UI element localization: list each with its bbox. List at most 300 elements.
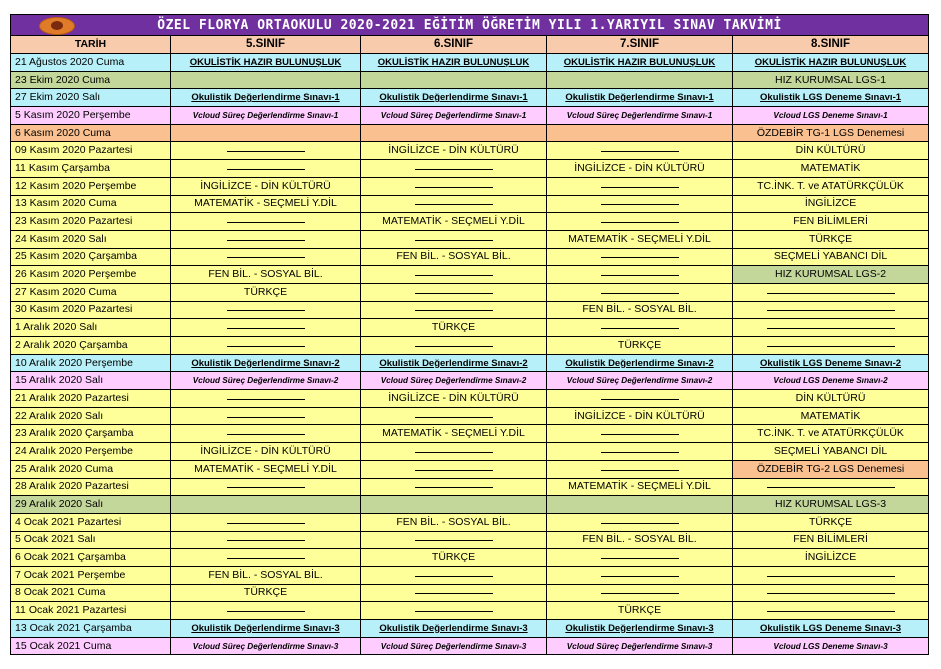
exam-cell-grade-8 [733, 283, 929, 301]
exam-cell-grade-7 [547, 460, 733, 478]
exam-date: 23 Kasım 2020 Pazartesi [11, 213, 171, 231]
table-row [11, 337, 929, 355]
table-row [11, 584, 929, 602]
exam-cell-grade-8 [733, 142, 929, 160]
table-row [11, 248, 929, 266]
empty-line [767, 586, 895, 594]
exam-cell-grade-8 [733, 637, 929, 655]
exam-cell-grade-5 [171, 142, 361, 160]
exam-subject: TÜRKÇE [243, 586, 288, 599]
exam-cell-grade-7 [547, 496, 733, 514]
table-row [11, 107, 929, 125]
exam-date: 5 Kasım 2020 Perşembe [11, 107, 171, 125]
exam-cell-grade-8 [733, 425, 929, 443]
exam-subject: MATEMATİK [800, 409, 861, 422]
empty-line [601, 445, 679, 453]
empty-line [601, 180, 679, 188]
exam-cell-grade-6 [361, 620, 547, 638]
exam-date: 09 Kasım 2020 Pazartesi [11, 142, 171, 160]
exam-subject: FEN BİL. - SOSYAL BİL. [208, 268, 323, 281]
exam-subject: FEN BİL. - SOSYAL BİL. [582, 303, 697, 316]
exam-date: 4 Ocak 2021 Pazartesi [11, 513, 171, 531]
header-grade-8: 8.SINIF [733, 36, 929, 54]
exam-cell-grade-6 [361, 337, 547, 355]
exam-cell-grade-7 [547, 337, 733, 355]
exam-cell-grade-7 [547, 372, 733, 390]
exam-cell-grade-8 [733, 71, 929, 89]
table-row [11, 54, 929, 72]
exam-cell-grade-8 [733, 566, 929, 584]
empty-line [415, 303, 493, 311]
exam-cell-grade-6 [361, 531, 547, 549]
schedule-title: ÖZEL FLORYA ORTAOKULU 2020-2021 EĞİTİM ÖĞRETİM YILI 1.YARIYIL SINAV TAKVİMİ [157, 17, 782, 33]
exam-cell-grade-5 [171, 460, 361, 478]
exam-cell-grade-6 [361, 460, 547, 478]
exam-cell-grade-7 [547, 513, 733, 531]
exam-date: 26 Kasım 2020 Perşembe [11, 266, 171, 284]
exam-cell-grade-5 [171, 407, 361, 425]
table-row [11, 213, 929, 231]
empty-line [227, 392, 305, 400]
header-date: TARİH [11, 36, 171, 54]
exam-cell-grade-5 [171, 478, 361, 496]
exam-cell-grade-7 [547, 54, 733, 72]
exam-date: 6 Ocak 2021 Çarşamba [11, 549, 171, 567]
table-row [11, 124, 929, 142]
exam-date: 23 Aralık 2020 Çarşamba [11, 425, 171, 443]
exam-subject: Vcloud Süreç Değerlendirme Sınavı-3 [192, 641, 339, 651]
empty-line [415, 286, 493, 294]
exam-cell-grade-6 [361, 354, 547, 372]
exam-subject: TÜRKÇE [808, 232, 853, 245]
exam-cell-grade-7 [547, 160, 733, 178]
exam-date: 11 Kasım Çarşamba [11, 160, 171, 178]
exam-cell-grade-6 [361, 602, 547, 620]
exam-cell-grade-8 [733, 496, 929, 514]
empty-line [415, 339, 493, 347]
table-row [11, 602, 929, 620]
exam-cell-grade-6 [361, 584, 547, 602]
exam-cell-grade-8 [733, 195, 929, 213]
exam-cell-grade-6 [361, 390, 547, 408]
exam-subject: SEÇMELİ YABANCI DİL [773, 444, 888, 457]
empty-line [415, 445, 493, 453]
header-grade-7: 7.SINIF [547, 36, 733, 54]
table-row [11, 443, 929, 461]
school-logo [39, 17, 75, 35]
empty-line [415, 604, 493, 612]
table-row [11, 460, 929, 478]
exam-cell-grade-8 [733, 213, 929, 231]
exam-subject: TÜRKÇE [243, 285, 288, 298]
exam-cell-grade-7 [547, 230, 733, 248]
empty-line [601, 551, 679, 559]
exam-cell-grade-8 [733, 460, 929, 478]
exam-date: 25 Aralık 2020 Cuma [11, 460, 171, 478]
header-grade-6: 6.SINIF [361, 36, 547, 54]
exam-subject: İNGİLİZCE - DİN KÜLTÜRÜ [574, 161, 705, 174]
exam-cell-grade-8 [733, 301, 929, 319]
exam-cell-grade-5 [171, 71, 361, 89]
empty-line [767, 569, 895, 577]
table-row [11, 89, 929, 107]
table-row [11, 496, 929, 514]
exam-date: 5 Ocak 2021 Salı [11, 531, 171, 549]
empty-line [767, 286, 895, 294]
exam-cell-grade-6 [361, 513, 547, 531]
exam-cell-grade-5 [171, 337, 361, 355]
exam-cell-grade-7 [547, 602, 733, 620]
exam-subject: Okulistik Değerlendirme Sınavı-3 [565, 622, 714, 634]
exam-cell-grade-6 [361, 54, 547, 72]
table-row [11, 160, 929, 178]
table-row [11, 319, 929, 337]
exam-cell-grade-5 [171, 248, 361, 266]
exam-subject: Okulistik LGS Deneme Sınavı-2 [760, 357, 902, 369]
table-row [11, 566, 929, 584]
exam-cell-grade-5 [171, 549, 361, 567]
empty-line [601, 286, 679, 294]
exam-cell-grade-6 [361, 124, 547, 142]
table-row [11, 407, 929, 425]
exam-cell-grade-5 [171, 160, 361, 178]
exam-date: 10 Aralık 2020 Perşembe [11, 354, 171, 372]
empty-line [601, 586, 679, 594]
table-row [11, 637, 929, 655]
empty-line [415, 197, 493, 205]
exam-cell-grade-5 [171, 584, 361, 602]
empty-line [601, 321, 679, 329]
exam-date: 8 Ocak 2021 Cuma [11, 584, 171, 602]
exam-subject: MATEMATİK - SEÇMELİ Y.DİL [382, 215, 525, 228]
exam-subject: OKULİSTİK HAZIR BULUNUŞLUK [377, 56, 530, 68]
exam-subject: Vcloud Süreç Değerlendirme Sınavı-2 [566, 376, 713, 386]
exam-schedule-sheet [10, 14, 928, 655]
exam-subject: Okulistik Değerlendirme Sınavı-2 [191, 357, 340, 369]
exam-cell-grade-6 [361, 230, 547, 248]
exam-subject: Vcloud Süreç Değerlendirme Sınavı-3 [380, 641, 527, 651]
exam-cell-grade-5 [171, 531, 361, 549]
exam-cell-grade-7 [547, 301, 733, 319]
exam-cell-grade-8 [733, 443, 929, 461]
exam-subject: HIZ KURUMSAL LGS-1 [775, 73, 887, 86]
exam-cell-grade-5 [171, 319, 361, 337]
exam-cell-grade-5 [171, 266, 361, 284]
exam-subject: İNGİLİZCE - DİN KÜLTÜRÜ [388, 144, 519, 157]
exam-subject: MATEMATİK - SEÇMELİ Y.DİL [568, 480, 711, 493]
exam-date: 6 Kasım 2020 Cuma [11, 124, 171, 142]
exam-subject: Okulistik Değerlendirme Sınavı-2 [379, 357, 528, 369]
exam-subject: HIZ KURUMSAL LGS-3 [775, 498, 887, 511]
exam-subject: MATEMATİK [800, 161, 861, 174]
exam-cell-grade-7 [547, 407, 733, 425]
empty-line [601, 427, 679, 435]
exam-subject: İNGİLİZCE - DİN KÜLTÜRÜ [388, 391, 519, 404]
exam-cell-grade-6 [361, 443, 547, 461]
exam-subject: DİN KÜLTÜRÜ [795, 144, 866, 157]
exam-cell-grade-7 [547, 319, 733, 337]
table-row [11, 142, 929, 160]
exam-cell-grade-8 [733, 230, 929, 248]
exam-subject: İNGİLİZCE [804, 551, 857, 564]
exam-cell-grade-8 [733, 584, 929, 602]
exam-subject: MATEMATİK - SEÇMELİ Y.DİL [382, 427, 525, 440]
table-row [11, 478, 929, 496]
exam-cell-grade-8 [733, 354, 929, 372]
exam-date: 28 Aralık 2020 Pazartesi [11, 478, 171, 496]
empty-line [227, 250, 305, 258]
empty-line [767, 604, 895, 612]
exam-subject: OKULİSTİK HAZIR BULUNUŞLUK [754, 56, 907, 68]
exam-subject: FEN BİL. - SOSYAL BİL. [208, 568, 323, 581]
exam-cell-grade-5 [171, 496, 361, 514]
empty-line [601, 463, 679, 471]
exam-cell-grade-7 [547, 425, 733, 443]
exam-cell-grade-8 [733, 54, 929, 72]
exam-subject: Vcloud LGS Deneme Sınavı-1 [773, 110, 888, 120]
exam-subject: İNGİLİZCE - DİN KÜLTÜRÜ [200, 444, 331, 457]
empty-line [227, 303, 305, 311]
exam-subject: SEÇMELİ YABANCI DİL [773, 250, 888, 263]
exam-cell-grade-8 [733, 390, 929, 408]
exam-cell-grade-7 [547, 213, 733, 231]
empty-line [767, 339, 895, 347]
exam-subject: İNGİLİZCE [804, 197, 857, 210]
exam-cell-grade-5 [171, 425, 361, 443]
exam-cell-grade-7 [547, 584, 733, 602]
empty-line [227, 533, 305, 541]
empty-line [601, 569, 679, 577]
exam-subject: Vcloud Süreç Değerlendirme Sınavı-3 [566, 641, 713, 651]
exam-subject: Okulistik Değerlendirme Sınavı-3 [191, 622, 340, 634]
table-row [11, 283, 929, 301]
empty-line [767, 303, 895, 311]
empty-line [415, 233, 493, 241]
exam-cell-grade-7 [547, 71, 733, 89]
exam-subject: FEN BİL. - SOSYAL BİL. [396, 515, 511, 528]
exam-subject: TC.İNK. T. ve ATATÜRKÇÜLÜK [757, 427, 904, 440]
exam-cell-grade-7 [547, 89, 733, 107]
exam-date: 25 Kasım 2020 Çarşamba [11, 248, 171, 266]
exam-date: 30 Kasım 2020 Pazartesi [11, 301, 171, 319]
exam-subject: FEN BİL. - SOSYAL BİL. [396, 250, 511, 263]
exam-date: 13 Kasım 2020 Cuma [11, 195, 171, 213]
empty-line [601, 144, 679, 152]
exam-cell-grade-6 [361, 283, 547, 301]
exam-subject: TÜRKÇE [617, 338, 662, 351]
exam-cell-grade-8 [733, 248, 929, 266]
exam-subject: Vcloud Süreç Değerlendirme Sınavı-2 [380, 376, 527, 386]
exam-subject: Okulistik Değerlendirme Sınavı-3 [379, 622, 528, 634]
exam-schedule-table [10, 14, 929, 655]
exam-cell-grade-7 [547, 549, 733, 567]
exam-cell-grade-7 [547, 620, 733, 638]
empty-line [601, 268, 679, 276]
exam-cell-grade-6 [361, 248, 547, 266]
exam-subject: OKULİSTİK HAZIR BULUNUŞLUK [563, 56, 716, 68]
exam-date: 1 Aralık 2020 Salı [11, 319, 171, 337]
exam-date: 11 Ocak 2021 Pazartesi [11, 602, 171, 620]
exam-cell-grade-6 [361, 372, 547, 390]
empty-line [415, 533, 493, 541]
exam-cell-grade-5 [171, 89, 361, 107]
exam-cell-grade-5 [171, 213, 361, 231]
exam-subject: OKULİSTİK HAZIR BULUNUŞLUK [189, 56, 342, 68]
exam-cell-grade-5 [171, 637, 361, 655]
header-row [11, 36, 929, 54]
table-row [11, 195, 929, 213]
exam-cell-grade-8 [733, 478, 929, 496]
exam-cell-grade-6 [361, 319, 547, 337]
exam-cell-grade-7 [547, 390, 733, 408]
exam-cell-grade-6 [361, 195, 547, 213]
exam-subject: HIZ KURUMSAL LGS-2 [775, 268, 887, 281]
empty-line [227, 233, 305, 241]
table-row [11, 390, 929, 408]
empty-line [767, 321, 895, 329]
exam-cell-grade-6 [361, 177, 547, 195]
exam-date: 13 Ocak 2021 Çarşamba [11, 620, 171, 638]
exam-cell-grade-6 [361, 107, 547, 125]
exam-date: 24 Aralık 2020 Perşembe [11, 443, 171, 461]
empty-line [601, 250, 679, 258]
exam-cell-grade-5 [171, 443, 361, 461]
table-row [11, 71, 929, 89]
exam-cell-grade-7 [547, 637, 733, 655]
empty-line [415, 480, 493, 488]
exam-cell-grade-8 [733, 513, 929, 531]
exam-cell-grade-5 [171, 54, 361, 72]
exam-cell-grade-7 [547, 478, 733, 496]
exam-cell-grade-5 [171, 230, 361, 248]
empty-line [601, 516, 679, 524]
exam-subject: Okulistik LGS Deneme Sınavı-1 [760, 92, 902, 104]
empty-line [227, 215, 305, 223]
exam-cell-grade-8 [733, 160, 929, 178]
exam-cell-grade-7 [547, 443, 733, 461]
exam-cell-grade-6 [361, 637, 547, 655]
empty-line [227, 551, 305, 559]
exam-subject: FEN BİLİMLERİ [793, 215, 868, 228]
exam-cell-grade-5 [171, 177, 361, 195]
exam-cell-grade-8 [733, 372, 929, 390]
empty-line [415, 180, 493, 188]
exam-date: 27 Ekim 2020 Salı [11, 89, 171, 107]
exam-subject: Vcloud Süreç Değerlendirme Sınavı-1 [380, 110, 527, 120]
empty-line [227, 321, 305, 329]
exam-cell-grade-7 [547, 283, 733, 301]
empty-line [415, 162, 493, 170]
exam-subject: TÜRKÇE [808, 515, 853, 528]
table-row [11, 531, 929, 549]
exam-date: 12 Kasım 2020 Perşembe [11, 177, 171, 195]
table-row [11, 549, 929, 567]
exam-subject: Vcloud LGS Deneme Sınavı-2 [773, 376, 888, 386]
exam-cell-grade-7 [547, 531, 733, 549]
exam-date: 24 Kasım 2020 Salı [11, 230, 171, 248]
exam-cell-grade-5 [171, 354, 361, 372]
exam-cell-grade-5 [171, 390, 361, 408]
table-row [11, 354, 929, 372]
exam-cell-grade-6 [361, 213, 547, 231]
exam-cell-grade-7 [547, 248, 733, 266]
exam-cell-grade-6 [361, 566, 547, 584]
empty-line [415, 586, 493, 594]
empty-line [227, 144, 305, 152]
empty-line [601, 197, 679, 205]
table-row [11, 301, 929, 319]
exam-cell-grade-6 [361, 142, 547, 160]
table-row [11, 230, 929, 248]
exam-cell-grade-7 [547, 195, 733, 213]
exam-subject: TÜRKÇE [617, 604, 662, 617]
exam-cell-grade-5 [171, 107, 361, 125]
exam-subject: İNGİLİZCE - DİN KÜLTÜRÜ [574, 409, 705, 422]
exam-subject: TÜRKÇE [431, 551, 476, 564]
exam-cell-grade-5 [171, 620, 361, 638]
exam-cell-grade-7 [547, 124, 733, 142]
exam-cell-grade-6 [361, 549, 547, 567]
empty-line [227, 162, 305, 170]
exam-subject: Vcloud LGS Deneme Sınavı-3 [773, 641, 888, 651]
exam-subject: MATEMATİK - SEÇMELİ Y.DİL [194, 462, 337, 475]
exam-cell-grade-7 [547, 266, 733, 284]
exam-cell-grade-8 [733, 319, 929, 337]
exam-date: 29 Aralık 2020 Salı [11, 496, 171, 514]
empty-line [227, 427, 305, 435]
exam-date: 2 Aralık 2020 Çarşamba [11, 337, 171, 355]
exam-date: 15 Aralık 2020 Salı [11, 372, 171, 390]
exam-subject: Okulistik Değerlendirme Sınavı-1 [379, 92, 528, 104]
exam-cell-grade-8 [733, 549, 929, 567]
exam-cell-grade-8 [733, 89, 929, 107]
exam-cell-grade-8 [733, 177, 929, 195]
empty-line [601, 392, 679, 400]
exam-subject: Okulistik Değerlendirme Sınavı-1 [565, 92, 714, 104]
exam-subject: Vcloud Süreç Değerlendirme Sınavı-2 [192, 376, 339, 386]
exam-cell-grade-5 [171, 124, 361, 142]
exam-subject: DİN KÜLTÜRÜ [795, 391, 866, 404]
exam-cell-grade-5 [171, 513, 361, 531]
table-row [11, 513, 929, 531]
empty-line [415, 268, 493, 276]
exam-cell-grade-6 [361, 160, 547, 178]
exam-subject: ÖZDEBİR TG-2 LGS Denemesi [756, 462, 905, 475]
empty-line [227, 480, 305, 488]
exam-cell-grade-6 [361, 407, 547, 425]
exam-subject: FEN BİL. - SOSYAL BİL. [582, 533, 697, 546]
exam-cell-grade-7 [547, 566, 733, 584]
empty-line [415, 463, 493, 471]
exam-cell-grade-8 [733, 337, 929, 355]
exam-cell-grade-6 [361, 71, 547, 89]
table-row [11, 266, 929, 284]
exam-cell-grade-5 [171, 301, 361, 319]
exam-cell-grade-8 [733, 531, 929, 549]
exam-cell-grade-6 [361, 496, 547, 514]
exam-date: 7 Ocak 2021 Perşembe [11, 566, 171, 584]
exam-subject: MATEMATİK - SEÇMELİ Y.DİL [568, 232, 711, 245]
title-cell [11, 15, 929, 36]
exam-date: 21 Ağustos 2020 Cuma [11, 54, 171, 72]
empty-line [415, 569, 493, 577]
empty-line [227, 339, 305, 347]
exam-cell-grade-8 [733, 407, 929, 425]
exam-cell-grade-8 [733, 107, 929, 125]
exam-subject: Okulistik Değerlendirme Sınavı-2 [565, 357, 714, 369]
exam-date: 21 Aralık 2020 Pazartesi [11, 390, 171, 408]
exam-subject: Okulistik LGS Deneme Sınavı-3 [760, 622, 902, 634]
